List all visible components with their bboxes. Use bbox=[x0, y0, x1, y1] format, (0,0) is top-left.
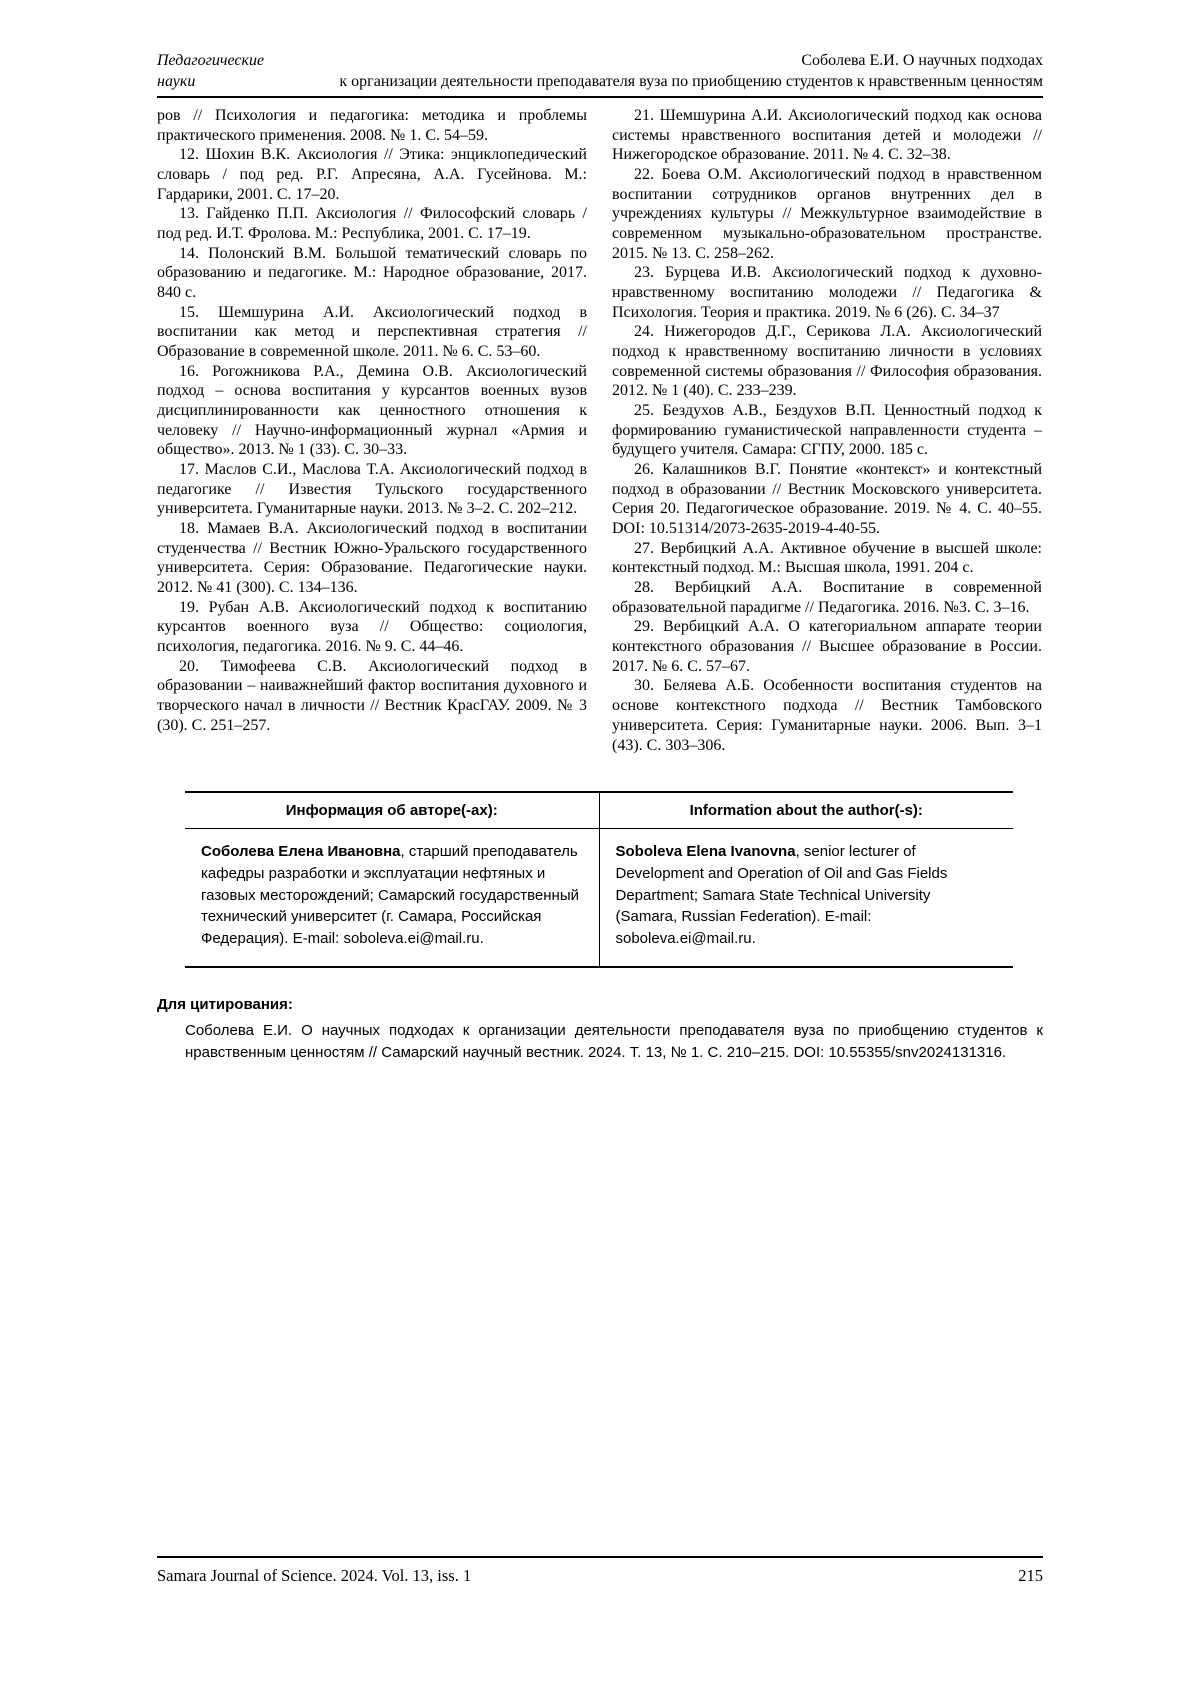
author-name-en: Soboleva Elena Ivanovna bbox=[615, 843, 796, 861]
author-info-header-ru: Информация об авторе(-ах): bbox=[185, 792, 599, 829]
reference-item: 15. Шемшурина А.И. Аксиологический подход в воспитании как метод и перспективная стратегия // Образование в современной школе. 2011. № 6. С. 53–60. bbox=[157, 303, 587, 361]
references-column-left bbox=[157, 106, 587, 755]
reference-item: 26. Калашников В.Г. Понятие «контекст» и контекстный подход в образовании // Вестник Московского университета. Серия 20. Педагогическое образование. 2019. № 4. С. 40–55. DOI: 10.51314/2073-2635-2019-4-40-55. bbox=[612, 461, 1042, 538]
references-column-right bbox=[612, 106, 1042, 755]
reference-item: 30. Беляева А.Б. Особенности воспитания студентов на основе контекстного подхода // Вестник Тамбовского университета. Серия: Гуманитарные науки. 2006. Вып. 3–1 (43). С. 303–306. bbox=[612, 677, 1042, 754]
reference-item: 27. Вербицкий А.А. Активное обучение в высшей школе: контекстный подход. М.: Высшая школа, 1991. 204 с. bbox=[612, 539, 1042, 577]
page-header bbox=[157, 50, 1043, 98]
references-section bbox=[157, 106, 1043, 755]
header-section-line2: науки bbox=[157, 73, 196, 90]
author-info-header-row bbox=[185, 792, 1013, 829]
content-area bbox=[157, 50, 1043, 1063]
header-running-title bbox=[264, 50, 1043, 92]
header-section-line1: Педагогические bbox=[157, 52, 265, 69]
reference-item: 13. Гайденко П.П. Аксиология // Философский словарь / под ред. И.Т. Фролова. М.: Республика, 2001. С. 17–19. bbox=[157, 205, 587, 243]
page-footer bbox=[157, 1556, 1043, 1586]
reference-item: 14. Полонский В.М. Большой тематический словарь по образованию и педагогике. М.: Народное образование, 2017. 840 с. bbox=[157, 244, 587, 302]
reference-item: 12. Шохин В.К. Аксиология // Этика: энциклопедический словарь / под ред. Р.Г. Апресяна, А.А. Гусейнова. М.: Гардарики, 2001. С. 17–20. bbox=[157, 146, 587, 203]
reference-item: 28. Вербицкий А.А. Воспитание в современной образовательной парадигме // Педагогика. 2016. №3. С. 3–16. bbox=[612, 579, 1042, 616]
author-info-table bbox=[185, 791, 1013, 968]
author-info-en-cell bbox=[599, 829, 1013, 967]
author-info-header-en: Information about the author(-s): bbox=[599, 792, 1013, 829]
citation-section bbox=[157, 996, 1043, 1064]
header-title-line2: к организации деятельности преподавателя вуза по приобщению студентов к нравственным ценностям bbox=[339, 73, 1043, 90]
reference-item: 19. Рубан А.В. Аксиологический подход к воспитанию курсантов военного вуза // Общество: социология, психология, педагогика. 2016. № 9. С. 44–46. bbox=[157, 598, 587, 656]
reference-item: 29. Вербицкий А.А. О категориальном аппарате теории контекстного образования // Высшее образование в России. 2017. № 6. С. 57–67. bbox=[612, 618, 1042, 675]
reference-item: 25. Бездухов А.В., Бездухов В.П. Ценностный подход к формированию гуманистической направленности студента – будущего учителя. Самара: СГПУ, 2000. 185 с. bbox=[612, 402, 1042, 459]
citation-label: Для цитирования: bbox=[157, 995, 293, 1013]
header-title-line1: Соболева Е.И. О научных подходах bbox=[801, 52, 1043, 69]
footer-journal-title: Samara Journal of Science. 2024. Vol. 13, iss. 1 bbox=[157, 1566, 472, 1585]
reference-item: 22. Боева О.М. Аксиологический подход в нравственном воспитании сотрудников органов внутренних дел в учреждениях культуры // Межкультурное взаимодействие в современном музыкально-образовательном пространстве. 2015. № 13. С. 258–262. bbox=[612, 166, 1042, 262]
header-section bbox=[157, 50, 264, 92]
author-info-body-row bbox=[185, 829, 1013, 967]
reference-item: ров // Психология и педагогика: методика и проблемы практического применения. 2008. № 1. С. 54–59. bbox=[157, 107, 587, 144]
reference-item: 21. Шемшурина А.И. Аксиологический подход как основа системы нравственного воспитания детей и молодежи // Нижегородское образование. 2011. № 4. С. 32–38. bbox=[612, 107, 1042, 164]
reference-item: 20. Тимофеева С.В. Аксиологический подход в образовании – наиважнейший фактор воспитания духовного и творческого начал в личности // Вестник КрасГАУ. 2009. № 3 (30). С. 251–257. bbox=[157, 657, 587, 734]
author-name-ru: Соболева Елена Ивановна bbox=[201, 843, 401, 861]
footer-page-number: 215 bbox=[1018, 1566, 1043, 1585]
reference-item: 17. Маслов С.И., Маслова Т.А. Аксиологический подход в педагогике // Известия Тульского государственного университета. Гуманитарные науки. 2013. № 3–2. С. 202–212. bbox=[157, 461, 587, 518]
author-details-ru: , старший преподаватель кафедры разработки и эксплуатации нефтяных и газовых месторождений; Самарский государственный технический университет (г. Самара, Российская Федерация). E-mail: soboleva.ei@mail.ru. bbox=[201, 843, 579, 948]
reference-item: 24. Нижегородов Д.Г., Серикова Л.А. Аксиологический подход к нравственному воспитанию личности в условиях современной системы образования // Философия образования. 2012. № 1 (40). С. 233–239. bbox=[612, 323, 1042, 400]
reference-item: 23. Бурцева И.В. Аксиологический подход к духовно-нравственному воспитанию молодежи // Педагогика & Психология. Теория и практика. 2019. № 6 (26). С. 34–37 bbox=[612, 264, 1042, 321]
reference-item: 16. Рогожникова Р.А., Демина О.В. Аксиологический подход – основа воспитания у курсантов военных вузов дисциплинированности как ценностного отношения к человеку // Научно-информационный журнал «Армия и общество». 2013. № 1 (33). С. 30–33. bbox=[157, 362, 587, 459]
reference-item: 18. Мамаев В.А. Аксиологический подход в воспитании студенчества // Вестник Южно-Уральского государственного университета. Серия: Образование. Педагогические науки. 2012. № 41 (300). С. 134–136. bbox=[157, 520, 587, 597]
citation-text: Соболева Е.И. О научных подходах к организации деятельности преподавателя вуза по приобщению студентов к нравственным ценностям // Самарский научный вестник. 2024. Т. 13, № 1. С. 210–215. DOI: 10.55355/snv2024131316. bbox=[185, 1021, 1043, 1061]
author-info-ru-cell bbox=[185, 829, 599, 967]
author-details-en: , senior lecturer of Development and Operation of Oil and Gas Fields Department; Samara State Technical University (Samara, Russian Federation). E-mail: soboleva.ei@mail.ru. bbox=[615, 843, 948, 948]
